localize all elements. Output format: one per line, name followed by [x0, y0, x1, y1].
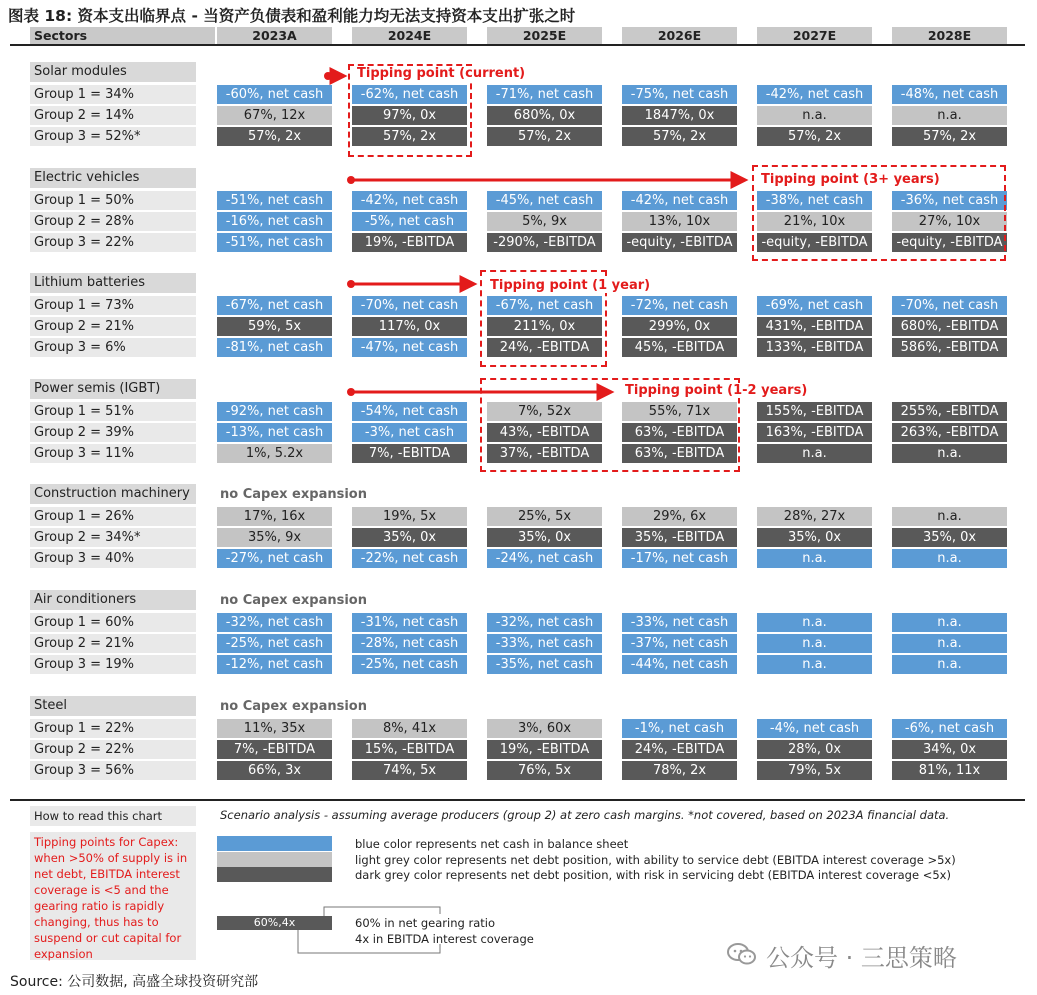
table-cell: -31%, net cash [352, 613, 467, 632]
group-label: Group 2 = 21% [30, 317, 196, 336]
table-cell: n.a. [892, 655, 1007, 674]
table-cell: -33%, net cash [487, 634, 602, 653]
table-cell: 1%, 5.2x [217, 444, 332, 463]
table-cell: -62%, net cash [352, 85, 467, 104]
table-cell: -35%, net cash [487, 655, 602, 674]
table-cell: -27%, net cash [217, 549, 332, 568]
table-cell: 35%, -EBITDA [622, 528, 737, 547]
table-cell: 66%, 3x [217, 761, 332, 780]
header-rule [10, 44, 1025, 46]
group-label: Group 3 = 56% [30, 761, 196, 780]
table-cell: 57%, 2x [892, 127, 1007, 146]
table-cell: -70%, net cash [352, 296, 467, 315]
table-cell: n.a. [757, 549, 872, 568]
table-cell: 35%, 0x [757, 528, 872, 547]
table-cell: 586%, -EBITDA [892, 338, 1007, 357]
legend-blue-text: blue color represents net cash in balance sheet [355, 837, 629, 851]
table-cell: 255%, -EBITDA [892, 402, 1007, 421]
table-cell: 13%, 10x [622, 212, 737, 231]
table-cell: 3%, 60x [487, 719, 602, 738]
no-capex-note: no Capex expansion [220, 699, 367, 714]
group-label: Group 3 = 11% [30, 444, 196, 463]
table-cell: n.a. [892, 549, 1007, 568]
table-cell: n.a. [892, 507, 1007, 526]
table-cell: -5%, net cash [352, 212, 467, 231]
table-cell: -38%, net cash [757, 191, 872, 210]
table-cell: 34%, 0x [892, 740, 1007, 759]
group-label: Group 2 = 21% [30, 634, 196, 653]
table-cell: 81%, 11x [892, 761, 1007, 780]
group-label: Group 2 = 34%* [30, 528, 196, 547]
table-cell: -47%, net cash [352, 338, 467, 357]
table-cell: 35%, 0x [352, 528, 467, 547]
table-cell: 78%, 2x [622, 761, 737, 780]
table-cell: -16%, net cash [217, 212, 332, 231]
table-cell: 35%, 0x [487, 528, 602, 547]
legend-example-coverage: 4x in EBITDA interest coverage [355, 932, 534, 946]
table-cell: 163%, -EBITDA [757, 423, 872, 442]
arrow-ev [347, 176, 744, 184]
group-label: Group 2 = 14% [30, 106, 196, 125]
group-label: Group 3 = 6% [30, 338, 196, 357]
table-cell: -71%, net cash [487, 85, 602, 104]
table-cell: 28%, 27x [757, 507, 872, 526]
table-cell: -290%, -EBITDA [487, 233, 602, 252]
legend-darkgrey-text: dark grey color represents net debt position, with risk in servicing debt (EBITDA interest coverage <5x) [355, 868, 951, 882]
table-cell: -42%, net cash [757, 85, 872, 104]
table-cell: -25%, net cash [352, 655, 467, 674]
table-cell: n.a. [757, 613, 872, 632]
table-cell: 57%, 2x [622, 127, 737, 146]
tipping-label-lithium: Tipping point (1 year) [490, 278, 651, 293]
table-cell: 11%, 35x [217, 719, 332, 738]
group-label: Group 1 = 50% [30, 191, 196, 210]
table-cell: -equity, -EBITDA [757, 233, 872, 252]
table-cell: 57%, 2x [487, 127, 602, 146]
table-cell: -equity, -EBITDA [622, 233, 737, 252]
table-cell: 28%, 0x [757, 740, 872, 759]
group-label: Group 1 = 60% [30, 613, 196, 632]
page-title: 图表 18: 资本支出临界点 - 当资产负债表和盈利能力均无法支持资本支出扩张之时 [8, 7, 576, 25]
group-label: Group 1 = 34% [30, 85, 196, 104]
table-cell: -81%, net cash [217, 338, 332, 357]
table-cell: 7%, -EBITDA [352, 444, 467, 463]
sector-name: Steel [30, 696, 196, 716]
table-cell: 57%, 2x [757, 127, 872, 146]
table-cell: n.a. [757, 106, 872, 125]
table-cell: -37%, net cash [622, 634, 737, 653]
table-cell: -42%, net cash [622, 191, 737, 210]
table-cell: -60%, net cash [217, 85, 332, 104]
table-cell: -67%, net cash [487, 296, 602, 315]
column-header: 2023A [217, 27, 332, 44]
table-cell: 263%, -EBITDA [892, 423, 1007, 442]
table-cell: -4%, net cash [757, 719, 872, 738]
table-cell: n.a. [757, 655, 872, 674]
table-cell: -33%, net cash [622, 613, 737, 632]
table-cell: 117%, 0x [352, 317, 467, 336]
sector-name: Electric vehicles [30, 168, 196, 188]
group-label: Group 2 = 39% [30, 423, 196, 442]
column-header: 2025E [487, 27, 602, 44]
table-cell: n.a. [892, 634, 1007, 653]
group-label: Group 1 = 26% [30, 507, 196, 526]
legend-rule [10, 799, 1025, 801]
table-cell: 211%, 0x [487, 317, 602, 336]
table-cell: 43%, -EBITDA [487, 423, 602, 442]
table-cell: 67%, 12x [217, 106, 332, 125]
group-label: Group 2 = 22% [30, 740, 196, 759]
column-header: Sectors [30, 27, 215, 44]
group-label: Group 3 = 52%* [30, 127, 196, 146]
table-cell: 8%, 41x [352, 719, 467, 738]
table-cell: 5%, 9x [487, 212, 602, 231]
table-cell: -51%, net cash [217, 233, 332, 252]
table-cell: 79%, 5x [757, 761, 872, 780]
scenario-note: Scenario analysis - assuming average producers (group 2) at zero cash margins. *not covered, based on 2023A financial data. [220, 808, 950, 822]
table-cell: 155%, -EBITDA [757, 402, 872, 421]
sector-name: Power semis (IGBT) [30, 379, 196, 399]
column-header: 2026E [622, 27, 737, 44]
tipping-definition: Tipping points for Capex: when >50% of supply is in net debt, EBITDA interest coverage is <5 and the gearing ratio is rapidly changing, thus has to suspend or cut capital for expansion [30, 832, 196, 960]
table-cell: 1847%, 0x [622, 106, 737, 125]
table-cell: -12%, net cash [217, 655, 332, 674]
legend-example-gearing: 60% in net gearing ratio [355, 916, 495, 930]
table-cell: 7%, -EBITDA [217, 740, 332, 759]
table-cell: 24%, -EBITDA [487, 338, 602, 357]
sector-name: Construction machinery [30, 484, 196, 504]
table-cell: 680%, 0x [487, 106, 602, 125]
legend-example-connector [298, 907, 440, 953]
legend-lightgrey-text: light grey color represents net debt position, with ability to service debt (EBITDA interest coverage >5x) [355, 853, 956, 867]
table-cell: 97%, 0x [352, 106, 467, 125]
group-label: Group 1 = 73% [30, 296, 196, 315]
group-label: Group 2 = 28% [30, 212, 196, 231]
table-cell: -69%, net cash [757, 296, 872, 315]
table-cell: -70%, net cash [892, 296, 1007, 315]
table-cell: 19%, -EBITDA [352, 233, 467, 252]
table-cell: 27%, 10x [892, 212, 1007, 231]
table-cell: -3%, net cash [352, 423, 467, 442]
table-cell: 55%, 71x [622, 402, 737, 421]
table-cell: 57%, 2x [352, 127, 467, 146]
table-cell: -32%, net cash [217, 613, 332, 632]
table-cell: 45%, -EBITDA [622, 338, 737, 357]
table-cell: 37%, -EBITDA [487, 444, 602, 463]
table-cell: 21%, 10x [757, 212, 872, 231]
legend-darkgrey-swatch [217, 867, 332, 882]
table-cell: 59%, 5x [217, 317, 332, 336]
table-cell: 24%, -EBITDA [622, 740, 737, 759]
table-cell: -51%, net cash [217, 191, 332, 210]
table-cell: 57%, 2x [217, 127, 332, 146]
source-note: Source: 公司数据, 高盛全球投资研究部 [10, 974, 259, 990]
table-cell: -32%, net cash [487, 613, 602, 632]
tipping-label-solar: Tipping point (current) [357, 66, 526, 81]
column-header: 2024E [352, 27, 467, 44]
sector-name: Air conditioners [30, 590, 196, 610]
no-capex-note: no Capex expansion [220, 593, 367, 608]
sector-name: Lithium batteries [30, 273, 196, 293]
table-cell: -25%, net cash [217, 634, 332, 653]
sector-name: Solar modules [30, 62, 196, 82]
table-cell: 19%, -EBITDA [487, 740, 602, 759]
table-cell: 15%, -EBITDA [352, 740, 467, 759]
table-cell: 17%, 16x [217, 507, 332, 526]
table-cell: -42%, net cash [352, 191, 467, 210]
table-cell: 63%, -EBITDA [622, 444, 737, 463]
group-label: Group 3 = 22% [30, 233, 196, 252]
table-cell: -1%, net cash [622, 719, 737, 738]
table-cell: 35%, 9x [217, 528, 332, 547]
watermark: 公众号 · 三思策略 [766, 944, 957, 972]
group-label: Group 1 = 51% [30, 402, 196, 421]
group-label: Group 1 = 22% [30, 719, 196, 738]
table-cell: -28%, net cash [352, 634, 467, 653]
table-cell: -44%, net cash [622, 655, 737, 674]
table-cell: 680%, -EBITDA [892, 317, 1007, 336]
table-cell: -54%, net cash [352, 402, 467, 421]
table-cell: -75%, net cash [622, 85, 737, 104]
table-cell: 7%, 52x [487, 402, 602, 421]
table-cell: 35%, 0x [892, 528, 1007, 547]
table-cell: -92%, net cash [217, 402, 332, 421]
table-cell: -22%, net cash [352, 549, 467, 568]
table-cell: -6%, net cash [892, 719, 1007, 738]
table-cell: -13%, net cash [217, 423, 332, 442]
how-to-read-label: How to read this chart [30, 806, 196, 826]
table-cell: 431%, -EBITDA [757, 317, 872, 336]
legend-blue-swatch [217, 836, 332, 851]
table-cell: n.a. [892, 444, 1007, 463]
column-header: 2028E [892, 27, 1007, 44]
group-label: Group 3 = 40% [30, 549, 196, 568]
table-cell: n.a. [757, 634, 872, 653]
tipping-label-ev: Tipping point (3+ years) [761, 172, 940, 187]
table-cell: -72%, net cash [622, 296, 737, 315]
legend-lightgrey-swatch [217, 852, 332, 867]
table-cell: 76%, 5x [487, 761, 602, 780]
table-cell: -48%, net cash [892, 85, 1007, 104]
table-cell: 133%, -EBITDA [757, 338, 872, 357]
table-cell: n.a. [757, 444, 872, 463]
table-cell: -36%, net cash [892, 191, 1007, 210]
tipping-label-igbt: Tipping point (1-2 years) [625, 383, 808, 398]
table-cell: -equity, -EBITDA [892, 233, 1007, 252]
table-cell: -45%, net cash [487, 191, 602, 210]
table-cell: 63%, -EBITDA [622, 423, 737, 442]
wechat-icon [727, 942, 757, 966]
table-cell: n.a. [892, 106, 1007, 125]
no-capex-note: no Capex expansion [220, 487, 367, 502]
group-label: Group 3 = 19% [30, 655, 196, 674]
table-cell: -67%, net cash [217, 296, 332, 315]
table-cell: n.a. [892, 613, 1007, 632]
table-cell: 19%, 5x [352, 507, 467, 526]
legend-example-cell: 60%,4x [217, 916, 332, 930]
table-cell: 25%, 5x [487, 507, 602, 526]
table-cell: 299%, 0x [622, 317, 737, 336]
table-cell: -24%, net cash [487, 549, 602, 568]
table-cell: 29%, 6x [622, 507, 737, 526]
column-header: 2027E [757, 27, 872, 44]
arrow-lithium [347, 280, 473, 288]
arrow-solar [324, 72, 343, 80]
table-cell: -17%, net cash [622, 549, 737, 568]
table-cell: 74%, 5x [352, 761, 467, 780]
